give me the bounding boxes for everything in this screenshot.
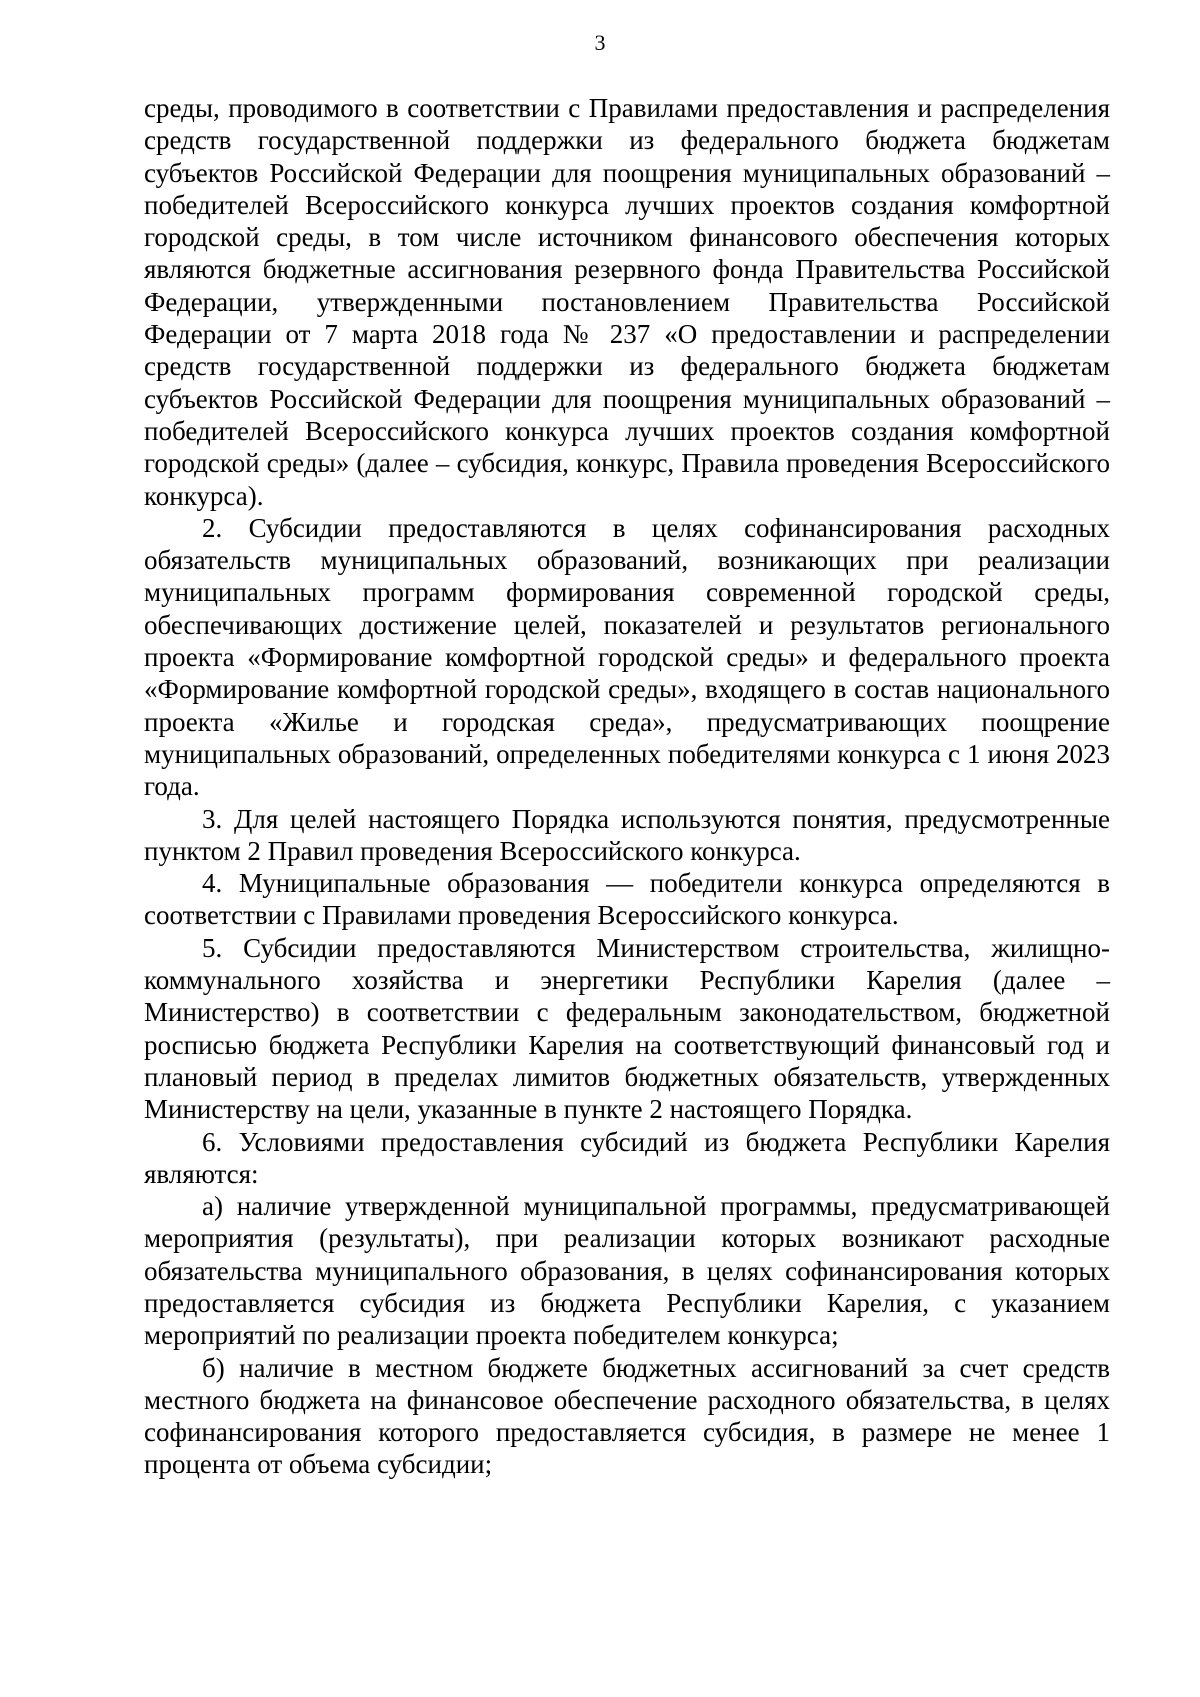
paragraph-subitem-a: а) наличие утвержденной муниципальной программы, предусматривающей мероприятия (результаты), при реализации которых возникают расходные обязательства муниципального образования, в целях софинансирования которых предоставляется субсидия из бюджета Республики Карелия, с указанием мероприятий по реализации проекта победителем конкурса; [144,1191,1110,1351]
page-number: 3 [594,30,606,55]
paragraph-subitem-b: б) наличие в местном бюджете бюджетных ассигнований за счет средств местного бюджета на финансовое обеспечение расходного обязательства, в целях софинансирования которого предоставляется субсидия, в размере не менее 1 процента от объема субсидии; [144,1352,1110,1480]
paragraph-item-6: 6. Условиями предоставления субсидий из бюджета Республики Карелия являются: [144,1126,1110,1189]
paragraph-item-4: 4. Муниципальные образования — победители конкурса определяются в соответствии с Правилами проведения Всероссийского конкурса. [144,868,1110,931]
paragraph-continuation: среды, проводимого в соответствии с Правилами предоставления и распределения средств государственной поддержки из федерального бюджета бюджетам субъектов Российской Федерации для поощрения муниципальных образований – победителей Всероссийского конкурса лучших проектов создания комфортной городской среды, в том числе источником финансового обеспечения которых являются бюджетные ассигнования резервного фонда Правительства Российской Федерации, утвержденными постановлением Правительства Российской Федерации от 7 марта 2018 года № 237 «О предоставлении и распределении средств государственной поддержки из федерального бюджета бюджетам субъектов Российской Федерации для поощрения муниципальных образований – победителей Всероссийского конкурса лучших проектов создания комфортной городской среды» (далее – субсидия, конкурс, Правила проведения Всероссийского конкурса). [144,93,1110,511]
paragraph-item-3: 3. Для целей настоящего Порядка используются понятия, предусмотренные пунктом 2 Правил проведения Всероссийского конкурса. [144,803,1110,866]
paragraph-item-5: 5. Субсидии предоставляются Министерством строительства, жилищно-коммунального хозяйства и энергетики Республики Карелия (далее – Министерство) в соответствии с федеральным законодательством, бюджетной росписью бюджета Республики Карелия на соответствующий финансовый год и плановый период в пределах лимитов бюджетных обязательств, утвержденных Министерству на цели, указанные в пункте 2 настоящего Порядка. [144,932,1110,1125]
document-body [144,92,1110,1481]
paragraph-item-2: 2. Субсидии предоставляются в целях софинансирования расходных обязательств муниципальных образований, возникающих при реализации муниципальных программ формирования современной городской среды, обеспечивающих достижение целей, показателей и результатов регионального проекта «Формирование комфортной городской среды» и федерального проекта «Формирование комфортной городской среды», входящего в состав национального проекта «Жилье и городская среда», предусматривающих поощрение муниципальных образований, определенных победителями конкурса с 1 июня 2023 года. [144,512,1110,802]
